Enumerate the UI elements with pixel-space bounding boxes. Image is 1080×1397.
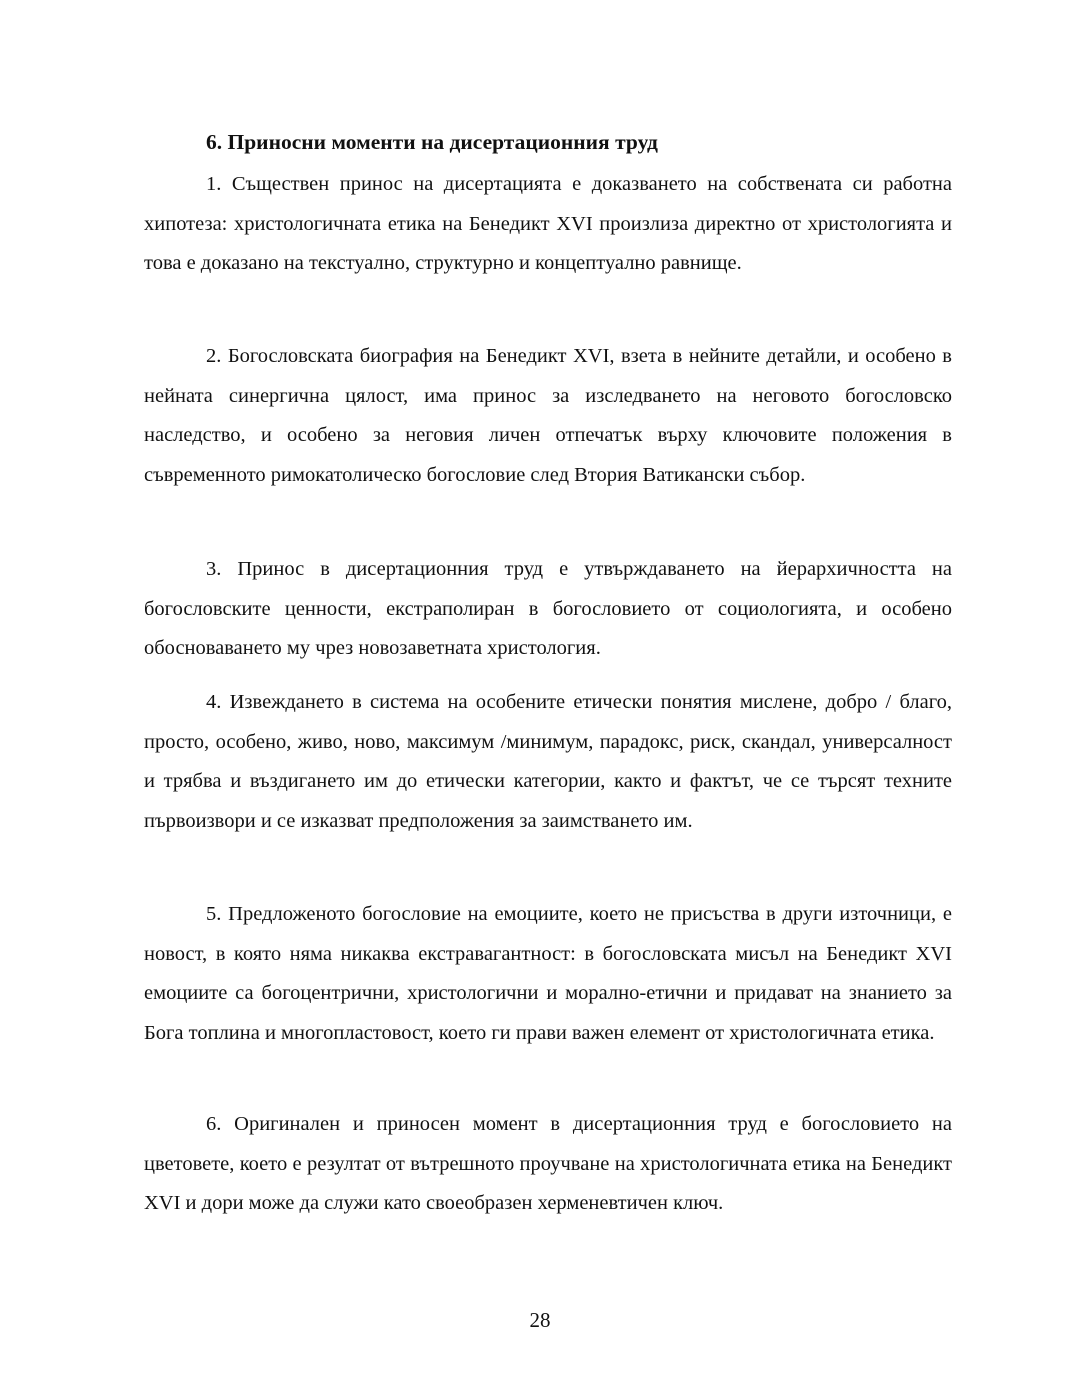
contribution-paragraph-5: 5. Предложеното богословие на емоциите, което не присъства в други източници, е новост, в която няма никаква екстравагантност: в богословската мисъл на Бенедикт XVI емоциите са богоцентрични, христологични и морално-етични и придават на знанието за Бога топлина и многопластовост, което ги прави важен елемент от христологичната етика. [144, 903, 952, 1044]
contribution-paragraph-6: 6. Оригинален и приносен момент в дисертационния труд е богословието на цветовете, което е резултат от вътрешното проучване на христологичната етика на Бенедикт XVI и дори може да служи като своеобразен херменевтичен ключ. [144, 1113, 952, 1214]
contribution-paragraph-2: 2. Богословската биография на Бенедикт XVI, взета в нейните детайли, и особено в нейната синергична цялост, има принос за изследването на неговото богословско наследство, и особено за неговия личен отпечатък върху ключовите положения в съвременното римокатолическо богословие след Втория Ватикански събор. [144, 345, 952, 486]
contribution-paragraph-4: 4. Извеждането в система на особените етически понятия мислене, добро / благо, просто, особено, живо, ново, максимум /минимум, парадокс, риск, скандал, универсалност и трябва и въздигането им до етически категории, както и фактът, че се търсят техните първоизвори и се изказват предположения за заимстването им. [144, 691, 952, 832]
contribution-paragraph-3: 3. Принос в дисертационния труд е утвърждаването на йерархичността на богословските ценности, екстраполиран в богословието от социологията, и особено обосноваването му чрез новозаветната христология. [144, 558, 952, 659]
contribution-paragraph-1: 1. Съществен принос на дисертацията е доказването на собствената си работна хипотеза: христологичната етика на Бенедикт XVI произлиза директно от христологията и това е доказано на текстуално, структурно и концептуално равнище. [144, 173, 952, 274]
page-number: 28 [529, 1308, 551, 1332]
section-heading: 6. Приносни моменти на дисертационния труд [206, 130, 658, 154]
